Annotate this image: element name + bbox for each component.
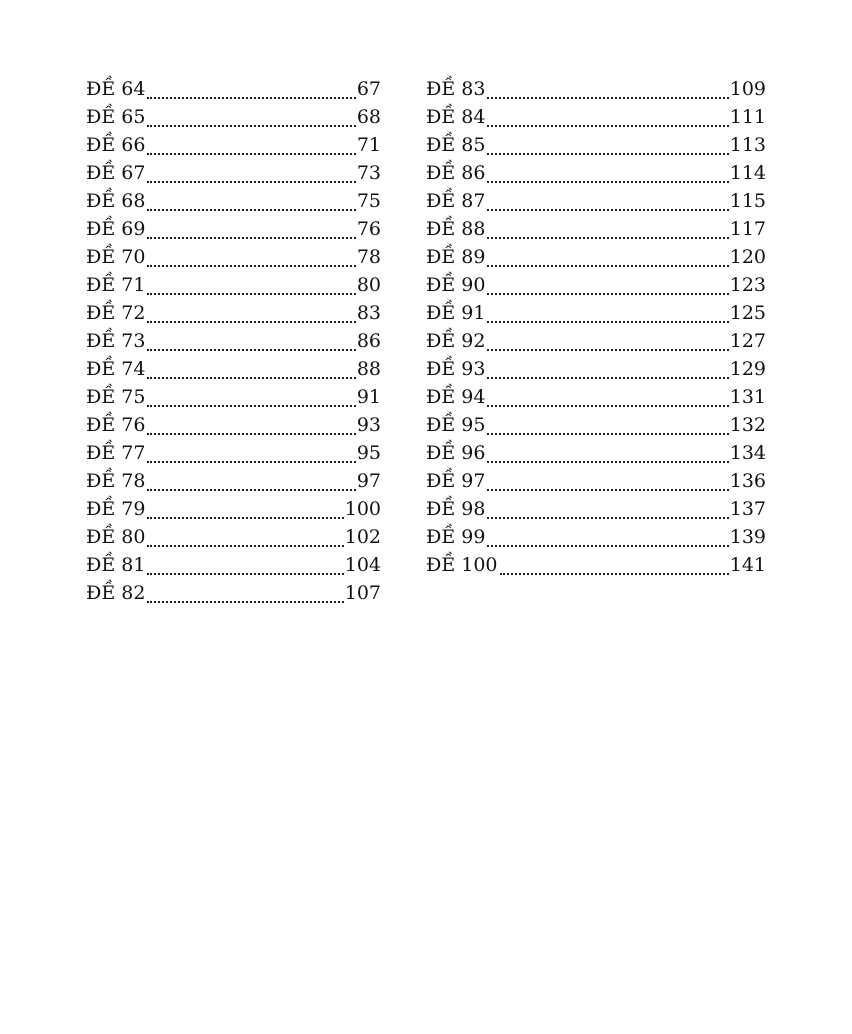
toc-entry-page-number: 80	[356, 274, 381, 296]
toc-entry-page-number: 114	[729, 162, 766, 184]
toc-entry-page-number: 102	[344, 526, 381, 548]
toc-entry[interactable]	[86, 411, 381, 439]
toc-entry-label: ĐỀ 100	[426, 554, 498, 576]
toc-entry-label: ĐỀ 82	[86, 582, 146, 604]
toc-entry[interactable]	[426, 439, 766, 467]
toc-entry-page-number: 109	[729, 78, 766, 100]
toc-dot-leader	[487, 123, 728, 127]
toc-entry-page-number: 127	[729, 330, 766, 352]
toc-entry[interactable]	[86, 495, 381, 523]
toc-entry[interactable]	[426, 131, 766, 159]
toc-entry-label: ĐỀ 86	[426, 162, 486, 184]
toc-entry[interactable]	[426, 243, 766, 271]
toc-entry-page-number: 68	[356, 106, 381, 128]
toc-entry-page-number: 76	[356, 218, 381, 240]
toc-entry[interactable]	[426, 383, 766, 411]
toc-entry[interactable]	[426, 327, 766, 355]
toc-entry-label: ĐỀ 66	[86, 134, 146, 156]
toc-entry-label: ĐỀ 97	[426, 470, 486, 492]
toc-dot-leader	[147, 487, 355, 491]
toc-dot-leader	[147, 123, 355, 127]
toc-entry-label: ĐỀ 91	[426, 302, 486, 324]
toc-entry-label: ĐỀ 88	[426, 218, 486, 240]
toc-dot-leader	[147, 571, 343, 575]
toc-entry[interactable]	[86, 131, 381, 159]
toc-dot-leader	[487, 515, 728, 519]
toc-entry[interactable]	[426, 75, 766, 103]
toc-entry[interactable]	[86, 383, 381, 411]
toc-entry[interactable]	[426, 271, 766, 299]
toc-entry[interactable]	[86, 103, 381, 131]
toc-dot-leader	[147, 263, 355, 267]
toc-entry[interactable]	[426, 411, 766, 439]
toc-entry[interactable]	[426, 159, 766, 187]
toc-entry-page-number: 86	[356, 330, 381, 352]
toc-left-column	[86, 75, 381, 607]
toc-entry-label: ĐỀ 78	[86, 470, 146, 492]
toc-entry-label: ĐỀ 85	[426, 134, 486, 156]
toc-entry-label: ĐỀ 96	[426, 442, 486, 464]
toc-entry[interactable]	[426, 467, 766, 495]
toc-dot-leader	[487, 151, 728, 155]
toc-entry[interactable]	[86, 355, 381, 383]
toc-entry[interactable]	[426, 495, 766, 523]
toc-dot-leader	[487, 207, 728, 211]
toc-dot-leader	[147, 347, 355, 351]
toc-entry-page-number: 111	[729, 106, 766, 128]
toc-dot-leader	[487, 291, 728, 295]
toc-dot-leader	[487, 319, 728, 323]
toc-entry-page-number: 137	[729, 498, 766, 520]
toc-entry-page-number: 117	[729, 218, 766, 240]
toc-entry[interactable]	[86, 467, 381, 495]
toc-entry-label: ĐỀ 68	[86, 190, 146, 212]
toc-entry[interactable]	[86, 551, 381, 579]
toc-entry-label: ĐỀ 99	[426, 526, 486, 548]
toc-entry-page-number: 93	[356, 414, 381, 436]
toc-dot-leader	[487, 459, 728, 463]
toc-entry-page-number: 141	[729, 554, 766, 576]
toc-entry-label: ĐỀ 75	[86, 386, 146, 408]
toc-entry-label: ĐỀ 74	[86, 358, 146, 380]
toc-entry-label: ĐỀ 83	[426, 78, 486, 100]
toc-entry-label: ĐỀ 89	[426, 246, 486, 268]
toc-entry-label: ĐỀ 71	[86, 274, 146, 296]
toc-entry[interactable]	[426, 215, 766, 243]
toc-entry-page-number: 100	[344, 498, 381, 520]
toc-dot-leader	[487, 487, 728, 491]
toc-entry-label: ĐỀ 73	[86, 330, 146, 352]
toc-entry-page-number: 136	[729, 470, 766, 492]
toc-entry-page-number: 104	[344, 554, 381, 576]
toc-entry[interactable]	[86, 523, 381, 551]
toc-dot-leader	[147, 543, 343, 547]
toc-entry-page-number: 123	[729, 274, 766, 296]
toc-entry[interactable]	[426, 187, 766, 215]
toc-dot-leader	[147, 403, 355, 407]
toc-entry[interactable]	[426, 523, 766, 551]
toc-dot-leader	[147, 599, 343, 603]
toc-entry-page-number: 91	[356, 386, 381, 408]
toc-entry-label: ĐỀ 94	[426, 386, 486, 408]
toc-entry[interactable]	[86, 579, 381, 607]
toc-dot-leader	[487, 403, 728, 407]
toc-entry-label: ĐỀ 98	[426, 498, 486, 520]
toc-dot-leader	[487, 543, 728, 547]
toc-entry-page-number: 131	[729, 386, 766, 408]
toc-entry[interactable]	[86, 75, 381, 103]
toc-dot-leader	[487, 95, 728, 99]
toc-entry-page-number: 73	[356, 162, 381, 184]
toc-entry-page-number: 95	[356, 442, 381, 464]
toc-entry-page-number: 132	[729, 414, 766, 436]
toc-dot-leader	[487, 235, 728, 239]
toc-entry-page-number: 120	[729, 246, 766, 268]
toc-entry-label: ĐỀ 64	[86, 78, 146, 100]
toc-entry-label: ĐỀ 90	[426, 274, 486, 296]
toc-dot-leader	[147, 95, 355, 99]
toc-dot-leader	[147, 319, 355, 323]
toc-entry[interactable]	[426, 551, 766, 579]
toc-dot-leader	[487, 263, 728, 267]
toc-entry[interactable]	[86, 439, 381, 467]
toc-entry[interactable]	[86, 271, 381, 299]
toc-entry-page-number: 129	[729, 358, 766, 380]
toc-dot-leader	[147, 179, 355, 183]
toc-dot-leader	[147, 431, 355, 435]
toc-dot-leader	[487, 347, 728, 351]
toc-entry[interactable]	[426, 299, 766, 327]
toc-right-column	[426, 75, 766, 579]
toc-entry[interactable]	[86, 187, 381, 215]
toc-entry-page-number: 88	[356, 358, 381, 380]
toc-entry-page-number: 97	[356, 470, 381, 492]
toc-entry-label: ĐỀ 80	[86, 526, 146, 548]
toc-entry-page-number: 113	[729, 134, 766, 156]
toc-entry-label: ĐỀ 87	[426, 190, 486, 212]
toc-entry[interactable]	[86, 327, 381, 355]
toc-dot-leader	[487, 179, 728, 183]
toc-entry-page-number: 75	[356, 190, 381, 212]
toc-dot-leader	[147, 235, 355, 239]
toc-entry-page-number: 115	[729, 190, 766, 212]
toc-entry-label: ĐỀ 72	[86, 302, 146, 324]
toc-entry-page-number: 71	[356, 134, 381, 156]
toc-dot-leader	[147, 459, 355, 463]
toc-entry[interactable]	[426, 355, 766, 383]
toc-entry-label: ĐỀ 77	[86, 442, 146, 464]
toc-dot-leader	[147, 207, 355, 211]
toc-dot-leader	[487, 431, 728, 435]
toc-entry-page-number: 139	[729, 526, 766, 548]
toc-entry[interactable]	[86, 215, 381, 243]
toc-dot-leader	[487, 375, 728, 379]
toc-entry-page-number: 134	[729, 442, 766, 464]
toc-entry[interactable]	[86, 299, 381, 327]
toc-entry-page-number: 83	[356, 302, 381, 324]
toc-dot-leader	[147, 375, 355, 379]
toc-entry-label: ĐỀ 67	[86, 162, 146, 184]
toc-entry-label: ĐỀ 84	[426, 106, 486, 128]
toc-entry[interactable]	[426, 103, 766, 131]
toc-entry-label: ĐỀ 65	[86, 106, 146, 128]
toc-entry-label: ĐỀ 95	[426, 414, 486, 436]
toc-entry-label: ĐỀ 69	[86, 218, 146, 240]
toc-entry-page-number: 107	[344, 582, 381, 604]
toc-entry-label: ĐỀ 79	[86, 498, 146, 520]
toc-dot-leader	[147, 291, 355, 295]
toc-entry[interactable]	[86, 243, 381, 271]
toc-entry-label: ĐỀ 92	[426, 330, 486, 352]
toc-entry-label: ĐỀ 93	[426, 358, 486, 380]
toc-entry-page-number: 125	[729, 302, 766, 324]
toc-entry-page-number: 78	[356, 246, 381, 268]
toc-dot-leader	[500, 571, 729, 575]
toc-dot-leader	[147, 151, 355, 155]
toc-entry[interactable]	[86, 159, 381, 187]
toc-entry-page-number: 67	[356, 78, 381, 100]
toc-entry-label: ĐỀ 81	[86, 554, 146, 576]
toc-dot-leader	[147, 515, 343, 519]
toc-entry-label: ĐỀ 70	[86, 246, 146, 268]
toc-entry-label: ĐỀ 76	[86, 414, 146, 436]
